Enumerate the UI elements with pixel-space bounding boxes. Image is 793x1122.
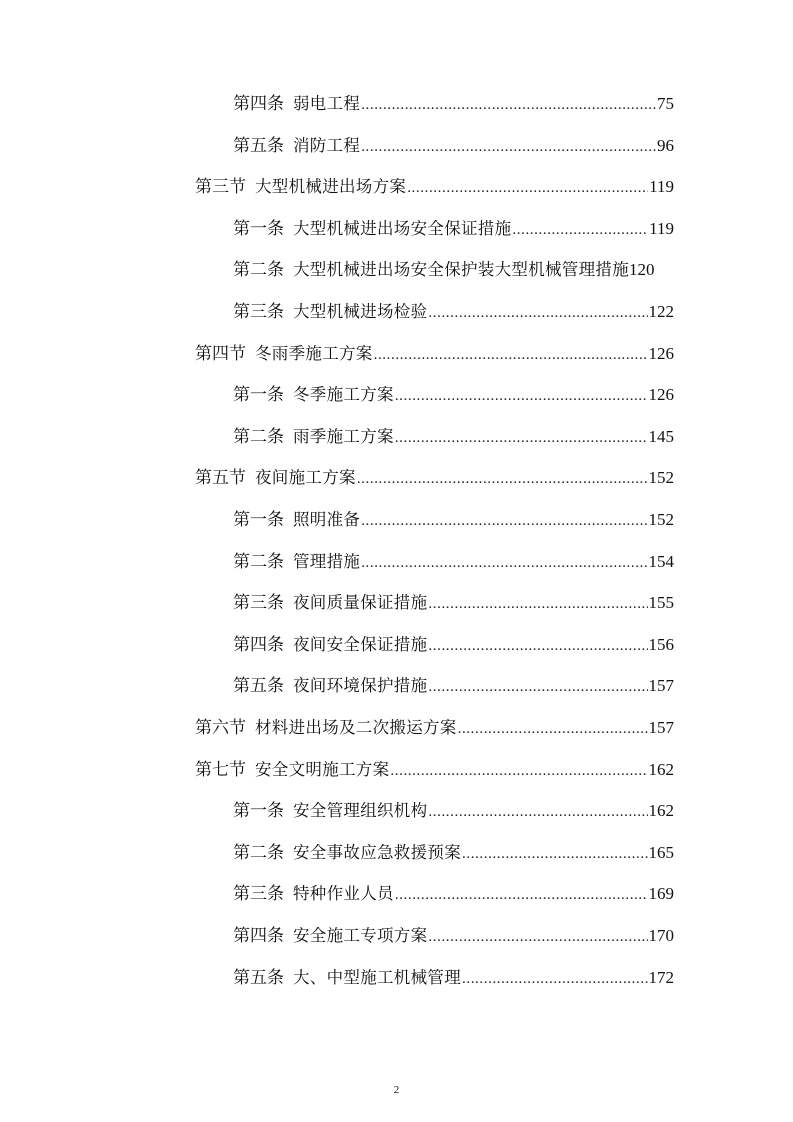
toc-entry-title: 大型机械进出场安全保护装大型机械管理措施	[293, 260, 629, 279]
toc-entry-title: 夜间环境保护措施	[293, 676, 428, 695]
toc-entry-title: 夜间质量保证措施	[293, 593, 428, 612]
toc-entry-title: 照明准备	[293, 510, 361, 529]
toc-entry-number: 第七节	[195, 760, 246, 780]
toc-item-entry[interactable]	[233, 504, 674, 536]
toc-entry-title: 材料进出场及二次搬运方案	[255, 718, 457, 737]
toc-entry-page: 172	[648, 968, 674, 987]
toc-entry-title: 大型机械进场检验	[293, 302, 428, 321]
dot-leader	[374, 339, 648, 371]
dot-leader	[458, 713, 648, 745]
dot-leader	[428, 671, 647, 703]
toc-entry-number: 第四条	[233, 94, 284, 114]
toc-entry-number: 第二条	[233, 843, 284, 863]
toc-item-entry[interactable]	[233, 379, 674, 411]
toc-entry-number: 第一条	[233, 219, 284, 239]
toc-entry-title: 大、中型施工机械管理	[293, 968, 461, 987]
toc-item-entry[interactable]	[233, 130, 674, 162]
toc-entry-page: 119	[649, 219, 674, 238]
dot-leader	[428, 630, 647, 662]
dot-leader	[428, 588, 647, 620]
toc-entry-page: 119	[649, 177, 674, 196]
toc-entry-title: 安全管理组织机构	[293, 801, 428, 820]
dot-leader	[361, 89, 656, 121]
toc-entry-page: 156	[648, 635, 674, 654]
toc-entry-number: 第五条	[233, 136, 284, 156]
toc-item-entry[interactable]	[233, 670, 674, 702]
dot-leader	[395, 422, 648, 454]
toc-entry-page: 155	[648, 593, 674, 612]
dot-leader	[395, 879, 648, 911]
toc-entry-page: 152	[648, 468, 674, 487]
toc-entry-page: 162	[648, 760, 674, 779]
toc-entry-title: 特种作业人员	[293, 884, 394, 903]
toc-entry-page: 152	[648, 510, 674, 529]
toc-entry-number: 第六节	[195, 718, 246, 738]
toc-item-entry[interactable]	[233, 795, 674, 827]
toc-entry-page: 75	[657, 94, 674, 113]
toc-entry-title: 雨季施工方案	[293, 427, 394, 446]
toc-entry-title: 消防工程	[293, 136, 361, 155]
toc-item-entry[interactable]	[233, 296, 674, 328]
toc-entry-title: 大型机械进出场方案	[255, 177, 407, 196]
toc-entry-page: 169	[648, 884, 674, 903]
toc-section-entry[interactable]	[195, 338, 674, 370]
toc-entry-page: 157	[648, 676, 674, 695]
toc-entry-title: 安全施工专项方案	[293, 926, 428, 945]
toc-entry-page: 145	[648, 427, 674, 446]
toc-entry-page: 122	[648, 302, 674, 321]
dot-leader	[428, 796, 647, 828]
toc-entry-title: 夜间施工方案	[255, 468, 356, 487]
toc-entry-page: 157	[648, 718, 674, 737]
toc-entry-title: 冬季施工方案	[293, 385, 394, 404]
toc-entry-page: 126	[648, 385, 674, 404]
toc-item-entry[interactable]	[233, 88, 674, 120]
toc-entry-number: 第五节	[195, 468, 246, 488]
toc-entry-number: 第一条	[233, 510, 284, 530]
dot-leader	[428, 921, 647, 953]
dot-leader	[361, 131, 656, 163]
toc-item-entry[interactable]	[233, 546, 674, 578]
toc-entry-page: 126	[648, 344, 674, 363]
toc-entry-number: 第四条	[233, 926, 284, 946]
dot-leader	[462, 963, 648, 995]
toc-item-entry[interactable]	[233, 213, 674, 245]
toc-section-entry[interactable]	[195, 171, 674, 203]
toc-entry-number: 第四条	[233, 635, 284, 655]
dot-leader	[462, 838, 648, 870]
dot-leader	[361, 547, 647, 579]
toc-entry-title: 冬雨季施工方案	[255, 344, 373, 363]
toc-entry-title: 管理措施	[293, 552, 361, 571]
toc-entry-number: 第二条	[233, 260, 284, 280]
toc-entry-number: 第三节	[195, 177, 246, 197]
toc-item-entry[interactable]	[233, 920, 674, 952]
toc-entry-number: 第二条	[233, 552, 284, 572]
toc-entry-number: 第四节	[195, 344, 246, 364]
toc-entry-number: 第五条	[233, 676, 284, 696]
toc-item-entry[interactable]	[233, 962, 674, 994]
toc-entry-number: 第二条	[233, 427, 284, 447]
dot-leader	[361, 505, 647, 537]
toc-section-entry[interactable]	[195, 712, 674, 744]
toc-section-entry[interactable]	[195, 462, 674, 494]
dot-leader	[390, 755, 647, 787]
dot-leader	[512, 214, 648, 246]
toc-item-entry[interactable]	[233, 878, 674, 910]
dot-leader	[395, 380, 648, 412]
toc-entry-page: 170	[648, 926, 674, 945]
toc-entry-title: 弱电工程	[293, 94, 361, 113]
toc-entry-number: 第五条	[233, 968, 284, 988]
toc-entry-title: 安全文明施工方案	[255, 760, 390, 779]
toc-entry-page: 162	[648, 801, 674, 820]
toc-entry-page: 165	[648, 843, 674, 862]
dot-leader	[428, 297, 647, 329]
toc-entry-page: 120	[629, 260, 655, 279]
toc-entry-page: 154	[648, 552, 674, 571]
toc-section-entry[interactable]	[195, 754, 674, 786]
toc-item-entry[interactable]	[233, 587, 674, 619]
toc-item-entry[interactable]	[233, 421, 674, 453]
toc-item-entry[interactable]	[233, 837, 674, 869]
toc-entry-number: 第一条	[233, 385, 284, 405]
dot-leader	[407, 172, 648, 204]
toc-item-entry[interactable]	[233, 629, 674, 661]
toc-entry-title: 安全事故应急救援预案	[293, 843, 461, 862]
page-number: 2	[393, 1084, 400, 1096]
toc-item-entry[interactable]	[233, 254, 655, 286]
dot-leader	[357, 463, 648, 495]
toc-entry-page: 96	[657, 136, 674, 155]
toc-entry-number: 第一条	[233, 801, 284, 821]
toc-entry-number: 第三条	[233, 884, 284, 904]
toc-entry-number: 第三条	[233, 593, 284, 613]
toc-entry-number: 第三条	[233, 302, 284, 322]
toc-entry-title: 大型机械进出场安全保证措施	[293, 219, 512, 238]
toc-entry-title: 夜间安全保证措施	[293, 635, 428, 654]
